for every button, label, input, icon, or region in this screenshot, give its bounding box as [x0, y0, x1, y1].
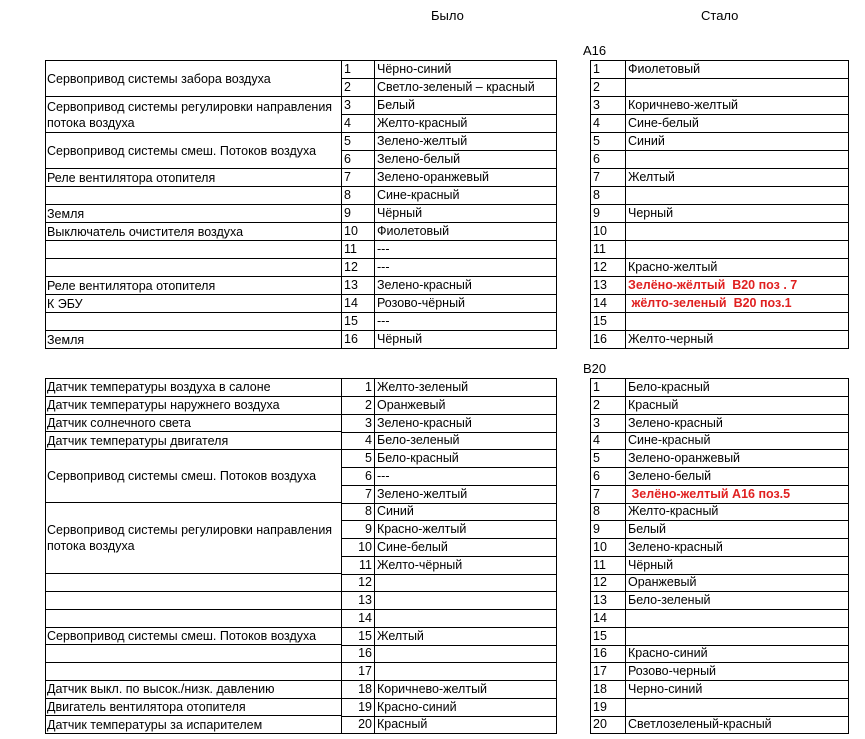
pin-number-cell: 17: [591, 663, 626, 681]
pin-number-cell: 14: [342, 295, 375, 313]
wire-color-cell: [626, 610, 849, 628]
wire-color-cell: [626, 699, 849, 717]
block-label-b20: B20: [583, 361, 607, 376]
pin-number-cell: 9: [342, 521, 375, 539]
component-cell: [46, 645, 342, 663]
pin-number-cell: 8: [342, 503, 375, 521]
wire-color-cell: Фиолетовый: [626, 61, 849, 79]
wire-color-cell: [375, 663, 557, 681]
component-cell: [46, 663, 342, 681]
wire-color-cell: Оранжевый: [626, 574, 849, 592]
wire-color-cell: Черно-синий: [626, 681, 849, 699]
component-cell: [46, 313, 342, 331]
wire-color-cell: [375, 592, 557, 610]
pin-number-cell: 17: [342, 663, 375, 681]
pin-number-cell: 14: [591, 610, 626, 628]
pin-number-cell: 16: [342, 645, 375, 663]
pin-number-cell: 3: [591, 415, 626, 433]
wire-color-cell: [626, 223, 849, 241]
component-cell: [46, 241, 342, 259]
wire-color-cell: Розово-чёрный: [375, 295, 557, 313]
wire-color-cell: Красно-желтый: [626, 259, 849, 277]
wire-color-cell: [375, 610, 557, 628]
header-before: Было: [431, 8, 464, 23]
pin-number-cell: 14: [591, 295, 626, 313]
wire-color-cell: Красный: [375, 716, 557, 734]
pin-number-cell: 6: [591, 151, 626, 169]
wire-color-cell: [626, 151, 849, 169]
component-cell: Датчик выкл. по высок./низк. давлению: [46, 681, 342, 699]
wire-color-cell: [626, 628, 849, 646]
component-cell: Земля: [46, 205, 342, 223]
pin-number-cell: 4: [591, 432, 626, 450]
wire-color-cell: Сине-белый: [375, 539, 557, 557]
component-cell: Сервопривод системы регулировки направления потока воздуха: [46, 97, 342, 133]
pin-number-cell: 12: [591, 259, 626, 277]
component-cell: Датчик температуры наружнего воздуха: [46, 397, 342, 415]
pin-number-cell: 15: [342, 628, 375, 646]
wire-color-cell: [626, 187, 849, 205]
pin-number-cell: 3: [591, 97, 626, 115]
table-after-b20: [590, 378, 849, 734]
pin-number-cell: 9: [591, 205, 626, 223]
component-cell: Сервопривод системы регулировки направления потока воздуха: [46, 503, 342, 574]
wire-color-cell: ---: [375, 313, 557, 331]
pin-number-cell: 12: [591, 574, 626, 592]
pin-number-cell: 13: [342, 592, 375, 610]
pin-number-cell: 12: [342, 574, 375, 592]
component-cell: Датчик температуры за испарителем: [46, 716, 342, 734]
pin-number-cell: 11: [591, 557, 626, 575]
pin-number-cell: 16: [342, 331, 375, 349]
wire-color-cell: Зелено-желтый: [375, 133, 557, 151]
wire-color-cell: ---: [375, 241, 557, 259]
component-cell: К ЭБУ: [46, 295, 342, 313]
wire-color-cell: Зелено-белый: [626, 468, 849, 486]
pin-number-cell: 15: [591, 313, 626, 331]
pin-number-cell: 3: [342, 415, 375, 433]
pin-number-cell: 10: [342, 223, 375, 241]
pin-number-cell: 20: [342, 716, 375, 734]
pin-number-cell: 1: [342, 61, 375, 79]
pin-number-cell: 5: [342, 133, 375, 151]
pin-number-cell: 13: [342, 277, 375, 295]
component-cell: [46, 574, 342, 592]
pin-number-cell: 2: [591, 79, 626, 97]
component-cell: Реле вентилятора отопителя: [46, 169, 342, 187]
pin-number-cell: 5: [591, 133, 626, 151]
wire-color-cell: Зелено-красный: [626, 415, 849, 433]
block-label-a16: A16: [583, 43, 607, 58]
pin-number-cell: 16: [591, 331, 626, 349]
pin-number-cell: 19: [591, 699, 626, 717]
pin-number-cell: 5: [591, 450, 626, 468]
pin-number-cell: 8: [591, 187, 626, 205]
component-cell: Сервопривод системы смеш. Потоков воздуха: [46, 450, 342, 503]
wire-color-cell: Коричнево-желтый: [626, 97, 849, 115]
wire-color-cell: Оранжевый: [375, 397, 557, 415]
pin-number-cell: 9: [591, 521, 626, 539]
component-cell: Двигатель вентилятора отопителя: [46, 699, 342, 717]
wire-color-cell: Желто-черный: [626, 331, 849, 349]
wire-color-cell: Зелено-желтый: [375, 486, 557, 504]
wire-color-cell: Желто-красный: [375, 115, 557, 133]
wire-color-cell: Бело-зеленый: [375, 432, 557, 450]
wire-color-cell: Фиолетовый: [375, 223, 557, 241]
wire-color-cell: Чёрный: [375, 205, 557, 223]
component-cell: Реле вентилятора отопителя: [46, 277, 342, 295]
wire-color-cell: [626, 241, 849, 259]
header-after: Стало: [701, 8, 739, 23]
wire-color-cell: [626, 313, 849, 331]
pin-number-cell: 10: [342, 539, 375, 557]
wire-color-cell: Зелено-белый: [375, 151, 557, 169]
pin-number-cell: 15: [591, 628, 626, 646]
highlighted-wire-cell: Зелёно-жёлтый B20 поз . 7: [626, 277, 849, 295]
component-cell: [46, 187, 342, 205]
pin-number-cell: 6: [591, 468, 626, 486]
wire-color-cell: Красный: [626, 397, 849, 415]
highlighted-wire-cell: Зелёно-желтый A16 поз.5: [626, 486, 849, 504]
wire-color-cell: Зелено-оранжевый: [375, 169, 557, 187]
wire-color-cell: Синий: [375, 503, 557, 521]
wire-color-cell: Бело-красный: [375, 450, 557, 468]
pin-number-cell: 3: [342, 97, 375, 115]
component-cell: Земля: [46, 331, 342, 349]
wire-color-cell: Светлозеленый-красный: [626, 716, 849, 734]
pin-number-cell: 5: [342, 450, 375, 468]
pin-number-cell: 11: [591, 241, 626, 259]
pin-number-cell: 11: [342, 557, 375, 575]
pin-number-cell: 14: [342, 610, 375, 628]
pin-number-cell: 13: [591, 277, 626, 295]
pin-number-cell: 13: [591, 592, 626, 610]
wire-color-cell: [375, 574, 557, 592]
wire-color-cell: Бело-зеленый: [626, 592, 849, 610]
pin-number-cell: 11: [342, 241, 375, 259]
wire-color-cell: Розово-черный: [626, 663, 849, 681]
pin-number-cell: 12: [342, 259, 375, 277]
table-before-a16: [45, 60, 557, 349]
wire-color-cell: Красно-желтый: [375, 521, 557, 539]
wire-color-cell: Сине-красный: [626, 432, 849, 450]
table-before-b20: [45, 378, 557, 734]
wire-color-cell: Желтый: [375, 628, 557, 646]
pin-number-cell: 18: [342, 681, 375, 699]
pin-number-cell: 6: [342, 468, 375, 486]
component-cell: [46, 610, 342, 628]
wire-color-cell: Зелено-оранжевый: [626, 450, 849, 468]
wire-color-cell: ---: [375, 259, 557, 277]
pin-number-cell: 1: [591, 379, 626, 397]
wire-color-cell: Зелено-красный: [375, 415, 557, 433]
component-cell: Сервопривод системы смеш. Потоков воздуха: [46, 628, 342, 646]
component-cell: Выключатель очистителя воздуха: [46, 223, 342, 241]
component-cell: [46, 259, 342, 277]
pin-number-cell: 16: [591, 645, 626, 663]
wire-color-cell: Сине-белый: [626, 115, 849, 133]
wire-color-cell: Чёрный: [375, 331, 557, 349]
wire-color-cell: Зелено-красный: [375, 277, 557, 295]
wire-color-cell: [626, 79, 849, 97]
pin-number-cell: 18: [591, 681, 626, 699]
component-cell: Сервопривод системы забора воздуха: [46, 61, 342, 97]
wire-color-cell: Красно-синий: [375, 699, 557, 717]
pin-number-cell: 7: [591, 169, 626, 187]
pin-number-cell: 20: [591, 716, 626, 734]
wire-color-cell: Желто-чёрный: [375, 557, 557, 575]
pin-number-cell: 1: [591, 61, 626, 79]
wire-color-cell: Красно-синий: [626, 645, 849, 663]
pin-number-cell: 2: [591, 397, 626, 415]
wire-color-cell: Белый: [375, 97, 557, 115]
pin-number-cell: 2: [342, 79, 375, 97]
component-cell: Датчик температуры двигателя: [46, 432, 342, 450]
pin-number-cell: 6: [342, 151, 375, 169]
pin-number-cell: 1: [342, 379, 375, 397]
wire-color-cell: Желто-зеленый: [375, 379, 557, 397]
component-cell: Датчик температуры воздуха в салоне: [46, 379, 342, 397]
pin-number-cell: 8: [342, 187, 375, 205]
wire-color-cell: Коричнево-желтый: [375, 681, 557, 699]
pin-number-cell: 9: [342, 205, 375, 223]
component-cell: [46, 592, 342, 610]
wire-color-cell: Сине-красный: [375, 187, 557, 205]
wire-color-cell: Синий: [626, 133, 849, 151]
wire-color-cell: Светло-зеленый – красный: [375, 79, 557, 97]
wire-color-cell: Желтый: [626, 169, 849, 187]
pin-number-cell: 7: [591, 486, 626, 504]
wire-color-cell: Черный: [626, 205, 849, 223]
highlighted-wire-cell: жёлто-зеленый B20 поз.1: [626, 295, 849, 313]
component-cell: Сервопривод системы смеш. Потоков воздуха: [46, 133, 342, 169]
wire-color-cell: Бело-красный: [626, 379, 849, 397]
pin-number-cell: 19: [342, 699, 375, 717]
pin-number-cell: 8: [591, 503, 626, 521]
pin-number-cell: 7: [342, 169, 375, 187]
wire-color-cell: ---: [375, 468, 557, 486]
table-after-a16: [590, 60, 849, 349]
wire-color-cell: Чёрно-синий: [375, 61, 557, 79]
wire-color-cell: [375, 645, 557, 663]
pin-number-cell: 7: [342, 486, 375, 504]
pin-number-cell: 2: [342, 397, 375, 415]
pin-number-cell: 4: [591, 115, 626, 133]
pin-number-cell: 4: [342, 432, 375, 450]
wire-color-cell: Зелено-красный: [626, 539, 849, 557]
component-cell: Датчик солнечного света: [46, 415, 342, 433]
wire-color-cell: Желто-красный: [626, 503, 849, 521]
pin-number-cell: 4: [342, 115, 375, 133]
wire-color-cell: Чёрный: [626, 557, 849, 575]
pin-number-cell: 15: [342, 313, 375, 331]
pin-number-cell: 10: [591, 539, 626, 557]
wire-color-cell: Белый: [626, 521, 849, 539]
pin-number-cell: 10: [591, 223, 626, 241]
